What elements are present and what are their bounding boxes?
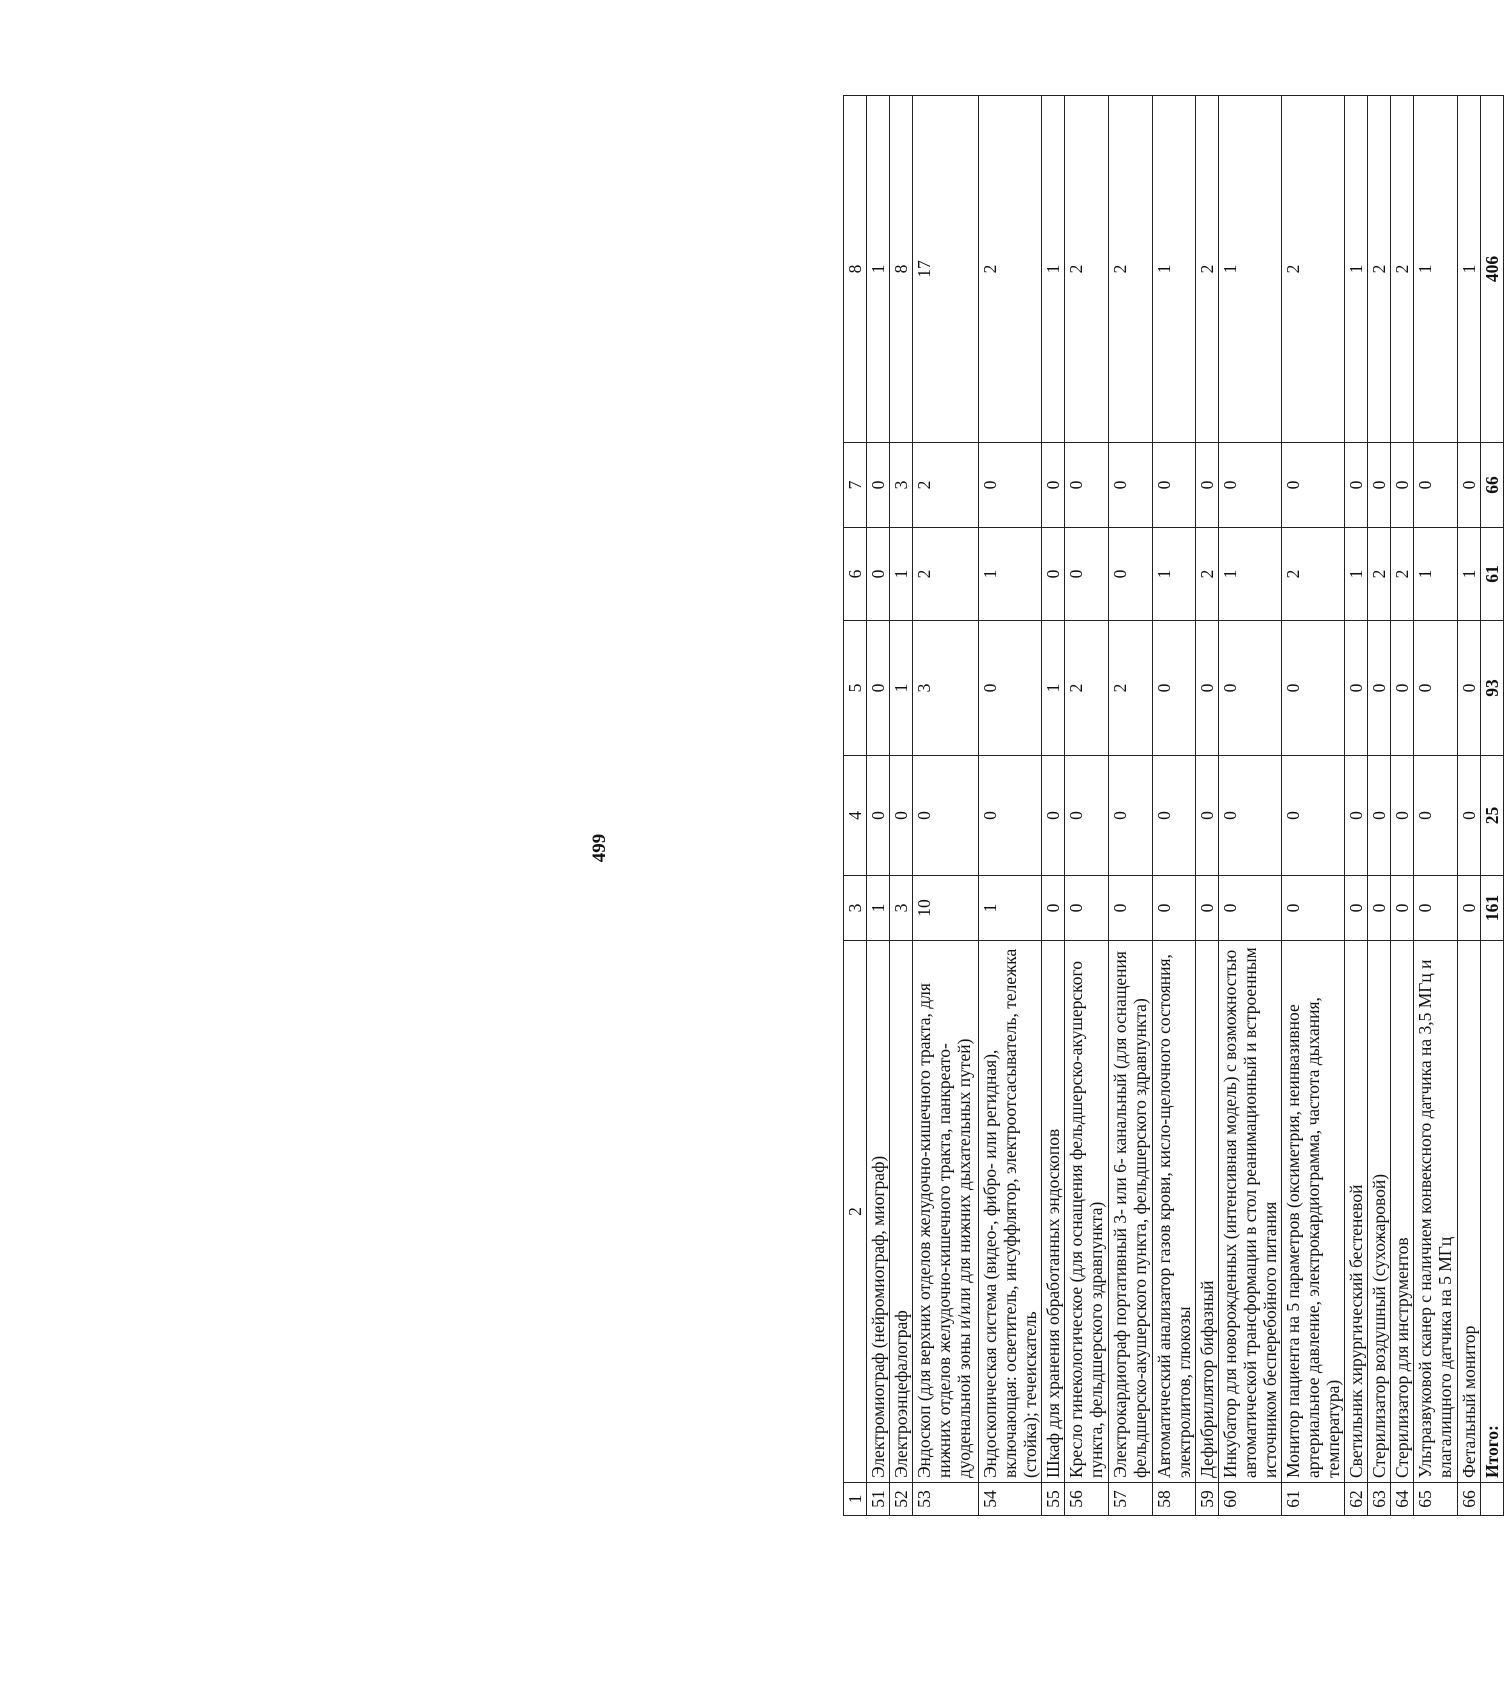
table-row	[913, 96, 979, 1516]
table-row	[1391, 96, 1414, 1516]
table-row	[867, 96, 890, 1516]
qty-cell: 1	[1042, 96, 1065, 443]
qty-cell: 0	[1282, 443, 1345, 528]
item-name: Инкубатор для новорожденных (интенсивная модель) с возможностью автоматической трансформации в стол реанимационный и встроенным источником бесперебойного питания	[1219, 941, 1282, 1483]
qty-cell: 0	[979, 756, 1042, 876]
qty-cell: 1	[867, 876, 890, 941]
qty-cell: 0	[1345, 876, 1368, 941]
qty-cell: 0	[1196, 876, 1219, 941]
header-cell: 7	[844, 443, 867, 528]
item-name: Фетальный монитор	[1458, 941, 1481, 1483]
total-cell: 25	[1481, 756, 1504, 876]
qty-cell: 0	[1109, 756, 1153, 876]
qty-cell: 0	[1458, 443, 1481, 528]
item-name: Эндоскоп (для верхних отделов желудочно-кишечного тракта, для нижних отделов желудочно-кишечного тракта, панкреато-дуоденальной зоны и/или для нижних дыхательных путей)	[913, 941, 979, 1483]
qty-cell: 0	[1219, 876, 1282, 941]
table-row	[1414, 96, 1458, 1516]
qty-cell: 0	[1042, 443, 1065, 528]
qty-cell: 0	[1282, 876, 1345, 941]
qty-cell: 0	[1391, 756, 1414, 876]
qty-cell: 0	[1368, 756, 1391, 876]
qty-cell: 2	[1391, 528, 1414, 621]
item-name: Шкаф для хранения обработанных эндоскопов	[1042, 941, 1065, 1483]
qty-cell: 1	[867, 96, 890, 443]
item-name: Дефибриллятор бифазный	[1196, 941, 1219, 1483]
qty-cell: 2	[1109, 96, 1153, 443]
qty-cell: 0	[1345, 621, 1368, 756]
qty-cell: 1	[1458, 528, 1481, 621]
row-number: 53	[913, 1483, 979, 1516]
qty-cell: 2	[913, 443, 979, 528]
qty-cell: 0	[1458, 756, 1481, 876]
qty-cell: 0	[979, 621, 1042, 756]
qty-cell: 1	[1042, 621, 1065, 756]
header-cell: 6	[844, 528, 867, 621]
item-name: Кресло гинекологическое (для оснащения фельдшерско-акушерского пункта, фельдшерского здравпункта)	[1065, 941, 1109, 1483]
row-number: 65	[1414, 1483, 1458, 1516]
qty-cell: 0	[1042, 528, 1065, 621]
qty-cell: 0	[1109, 528, 1153, 621]
qty-cell: 1	[890, 621, 913, 756]
qty-cell: 3	[890, 876, 913, 941]
qty-cell: 1	[1153, 528, 1196, 621]
row-number: 64	[1391, 1483, 1414, 1516]
qty-cell: 0	[1458, 876, 1481, 941]
header-cell: 8	[844, 96, 867, 443]
qty-cell: 10	[913, 876, 979, 941]
qty-cell: 2	[1196, 96, 1219, 443]
page-number: 499	[589, 833, 610, 863]
item-name: Эндоскопическая система (видео-, фибро- или регидная), включающая: осветитель, инсуффлятор, электроотсасыватель, тележка (стойка); течеискатель	[979, 941, 1042, 1483]
qty-cell: 2	[1391, 96, 1414, 443]
item-name: Светильник хирургический бестеневой	[1345, 941, 1368, 1483]
qty-cell: 2	[1368, 96, 1391, 443]
qty-cell: 2	[913, 528, 979, 621]
qty-cell: 1	[1219, 96, 1282, 443]
row-number: 63	[1368, 1483, 1391, 1516]
table-row	[1109, 96, 1153, 1516]
header-cell: 5	[844, 621, 867, 756]
item-name: Стерилизатор воздушный (сухожаровой)	[1368, 941, 1391, 1483]
row-number: 51	[867, 1483, 890, 1516]
row-number: 60	[1219, 1483, 1282, 1516]
qty-cell: 0	[1219, 443, 1282, 528]
header-cell: 2	[844, 941, 867, 1483]
qty-cell: 1	[890, 528, 913, 621]
qty-cell: 0	[1219, 756, 1282, 876]
qty-cell: 1	[1414, 528, 1458, 621]
row-number: 62	[1345, 1483, 1368, 1516]
qty-cell: 0	[1196, 756, 1219, 876]
qty-cell: 0	[1153, 756, 1196, 876]
table-row	[890, 96, 913, 1516]
qty-cell: 0	[1109, 443, 1153, 528]
table-header-row	[844, 96, 867, 1516]
total-cell: 161	[1481, 876, 1504, 941]
qty-cell: 0	[1414, 443, 1458, 528]
qty-cell: 2	[1282, 528, 1345, 621]
qty-cell: 0	[1109, 876, 1153, 941]
qty-cell: 0	[1282, 756, 1345, 876]
header-cell: 1	[844, 1483, 867, 1516]
qty-cell: 2	[1109, 621, 1153, 756]
table-row	[1345, 96, 1368, 1516]
qty-cell: 0	[1065, 756, 1109, 876]
qty-cell: 0	[1391, 443, 1414, 528]
header-cell: 4	[844, 756, 867, 876]
qty-cell: 0	[1153, 876, 1196, 941]
item-name: Электрокардиограф портативный 3- или 6- канальный (для оснащения фельдшерско-акушерского пункта, фельдшерского здравпункта)	[1109, 941, 1153, 1483]
qty-cell: 0	[867, 621, 890, 756]
qty-cell: 0	[1368, 443, 1391, 528]
item-name: Электромиограф (нейромиограф, миограф)	[867, 941, 890, 1483]
qty-cell: 0	[1368, 876, 1391, 941]
qty-cell: 2	[1065, 621, 1109, 756]
qty-cell: 0	[867, 528, 890, 621]
qty-cell: 0	[1391, 876, 1414, 941]
total-cell: 61	[1481, 528, 1504, 621]
table-row	[1196, 96, 1219, 1516]
qty-cell: 0	[1196, 443, 1219, 528]
qty-cell: 2	[1282, 96, 1345, 443]
total-label: Итого:	[1481, 941, 1504, 1483]
qty-cell: 0	[1153, 621, 1196, 756]
qty-cell: 0	[1219, 621, 1282, 756]
table-row	[1153, 96, 1196, 1516]
qty-cell: 3	[890, 443, 913, 528]
qty-cell: 0	[1065, 876, 1109, 941]
qty-cell: 17	[913, 96, 979, 443]
qty-cell: 0	[1065, 443, 1109, 528]
qty-cell: 0	[1065, 528, 1109, 621]
qty-cell: 0	[1282, 621, 1345, 756]
row-number: 52	[890, 1483, 913, 1516]
qty-cell: 1	[1458, 96, 1481, 443]
qty-cell: 0	[1345, 443, 1368, 528]
total-cell: 93	[1481, 621, 1504, 756]
header-cell: 3	[844, 876, 867, 941]
qty-cell: 0	[890, 756, 913, 876]
item-name: Ультразвуковой сканер с наличием конвексного датчика на 3,5 МГц и влагалищного датчика на 5 МГц	[1414, 941, 1458, 1483]
item-name: Автоматический анализатор газов крови, кисло-щелочного состояния, электролитов, глюкозы	[1153, 941, 1196, 1483]
total-row	[1481, 96, 1504, 1516]
qty-cell: 0	[1196, 621, 1219, 756]
item-name: Стерилизатор для инструментов	[1391, 941, 1414, 1483]
equipment-table	[843, 95, 1504, 1516]
table-row	[1065, 96, 1109, 1516]
table-row	[1219, 96, 1282, 1516]
qty-cell: 0	[1368, 621, 1391, 756]
row-number: 61	[1282, 1483, 1345, 1516]
total-number-cell	[1481, 1483, 1504, 1516]
qty-cell: 1	[1345, 96, 1368, 443]
qty-cell: 0	[1042, 876, 1065, 941]
qty-cell: 0	[867, 443, 890, 528]
table-row	[979, 96, 1042, 1516]
item-name: Электроэнцефалограф	[890, 941, 913, 1483]
qty-cell: 2	[979, 96, 1042, 443]
qty-cell: 0	[1458, 621, 1481, 756]
row-number: 56	[1065, 1483, 1109, 1516]
qty-cell: 1	[1219, 528, 1282, 621]
total-cell: 406	[1481, 96, 1504, 443]
qty-cell: 0	[1391, 621, 1414, 756]
qty-cell: 0	[1153, 443, 1196, 528]
total-cell: 66	[1481, 443, 1504, 528]
qty-cell: 3	[913, 621, 979, 756]
row-number: 57	[1109, 1483, 1153, 1516]
table-row	[1042, 96, 1065, 1516]
row-number: 66	[1458, 1483, 1481, 1516]
row-number: 59	[1196, 1483, 1219, 1516]
table-row	[1458, 96, 1481, 1516]
row-number: 54	[979, 1483, 1042, 1516]
qty-cell: 0	[1345, 756, 1368, 876]
qty-cell: 2	[1368, 528, 1391, 621]
rotated-table-wrapper	[843, 96, 1502, 1516]
row-number: 55	[1042, 1483, 1065, 1516]
qty-cell: 0	[1414, 621, 1458, 756]
qty-cell: 0	[1414, 756, 1458, 876]
qty-cell: 0	[1042, 756, 1065, 876]
qty-cell: 1	[1153, 96, 1196, 443]
qty-cell: 1	[979, 876, 1042, 941]
qty-cell: 0	[913, 756, 979, 876]
qty-cell: 1	[1345, 528, 1368, 621]
qty-cell: 0	[1414, 876, 1458, 941]
item-name: Монитор пациента на 5 параметров (оксиметрия, неинвазивное артериальное давление, электрокардиограмма, частота дыхания, температура)	[1282, 941, 1345, 1483]
row-number: 58	[1153, 1483, 1196, 1516]
qty-cell: 8	[890, 96, 913, 443]
qty-cell: 0	[979, 443, 1042, 528]
qty-cell: 2	[1065, 96, 1109, 443]
table-row	[1368, 96, 1391, 1516]
table-row	[1282, 96, 1345, 1516]
qty-cell: 1	[979, 528, 1042, 621]
qty-cell: 1	[1414, 96, 1458, 443]
qty-cell: 2	[1196, 528, 1219, 621]
qty-cell: 0	[867, 756, 890, 876]
